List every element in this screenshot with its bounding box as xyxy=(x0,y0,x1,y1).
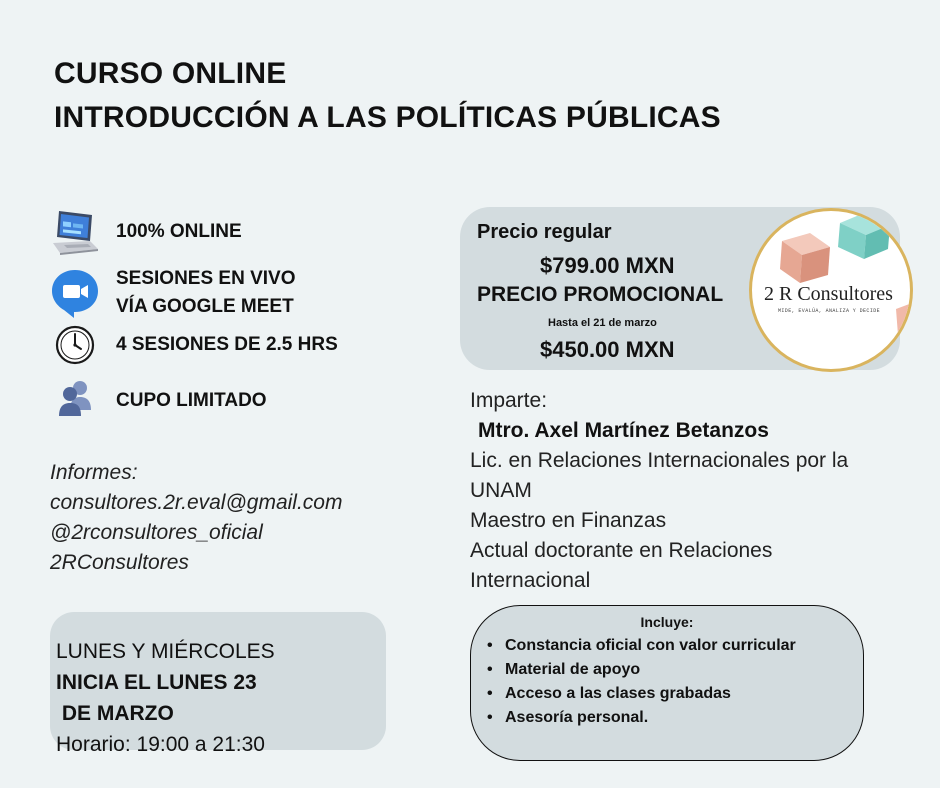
contact-instagram[interactable]: @2rconsultores_oficial xyxy=(50,521,263,544)
includes-list xyxy=(487,634,863,730)
clock-icon xyxy=(50,320,100,370)
regular-price-value: $799.00 MXN xyxy=(540,253,675,278)
feature-live-sessions-text: SESIONES EN VIVO VÍA GOOGLE MEET xyxy=(116,268,296,317)
instructor-section xyxy=(470,386,848,596)
contact-label: Informes: xyxy=(50,461,138,484)
logo-brand: 2 R Consultores xyxy=(764,283,893,305)
feature-sessions-duration-text: 4 SESIONES DE 2.5 HRS xyxy=(116,334,338,355)
feature-limited-seats xyxy=(50,376,267,426)
logo-tagline: MIDE, EVALÚA, ANALIZA Y DECIDE xyxy=(778,308,881,314)
instructor-credential: Lic. en Relaciones Internacionales por la xyxy=(470,449,849,472)
users-icon xyxy=(50,376,100,426)
instructor-credential: UNAM xyxy=(470,479,532,502)
includes-panel xyxy=(470,605,864,761)
instructor-name: Mtro. Axel Martínez Betanzos xyxy=(478,419,769,442)
instructor-credential: Actual doctorante en Relaciones xyxy=(470,539,773,562)
contact-info xyxy=(50,458,342,578)
course-title xyxy=(54,52,721,140)
company-logo xyxy=(749,208,913,372)
contact-email[interactable]: consultores.2r.eval@gmail.com xyxy=(50,491,343,514)
title-line-2: INTRODUCCIÓN A LAS POLÍTICAS PÚBLICAS xyxy=(54,101,721,134)
instructor-label: Imparte: xyxy=(470,389,548,412)
schedule-panel xyxy=(50,612,386,756)
promo-price-value: $450.00 MXN xyxy=(540,337,675,362)
promo-deadline: Hasta el 21 de marzo xyxy=(548,317,657,329)
schedule-days: LUNES Y MIÉRCOLES xyxy=(56,640,275,663)
contact-facebook[interactable]: 2RConsultores xyxy=(50,551,189,574)
list-item: • Material de apoyo xyxy=(487,658,863,682)
feature-sessions-duration xyxy=(50,320,338,370)
promo-price-label: PRECIO PROMOCIONAL xyxy=(477,283,724,306)
schedule-start-line-1: INICIA EL LUNES 23 xyxy=(56,671,257,694)
feature-online xyxy=(50,207,242,257)
list-item: • Asesoría personal. xyxy=(487,706,863,730)
google-meet-icon xyxy=(50,268,100,318)
feature-online-text: 100% ONLINE xyxy=(116,221,242,242)
instructor-credential: Maestro en Finanzas xyxy=(470,509,667,532)
list-item: • Constancia oficial con valor curricular xyxy=(487,634,863,658)
includes-heading: Incluye: xyxy=(640,614,694,630)
schedule-hours: Horario: 19:00 a 21:30 xyxy=(56,733,265,756)
instructor-credential: Internacional xyxy=(470,569,591,592)
title-line-1: CURSO ONLINE xyxy=(54,57,287,90)
schedule-start-line-2: DE MARZO xyxy=(56,702,174,725)
laptop-icon xyxy=(50,207,100,257)
regular-price-label: Precio regular xyxy=(477,221,612,243)
feature-live-sessions xyxy=(50,265,296,321)
feature-limited-seats-text: CUPO LIMITADO xyxy=(116,390,267,411)
list-item: • Acceso a las clases grabadas xyxy=(487,682,863,706)
